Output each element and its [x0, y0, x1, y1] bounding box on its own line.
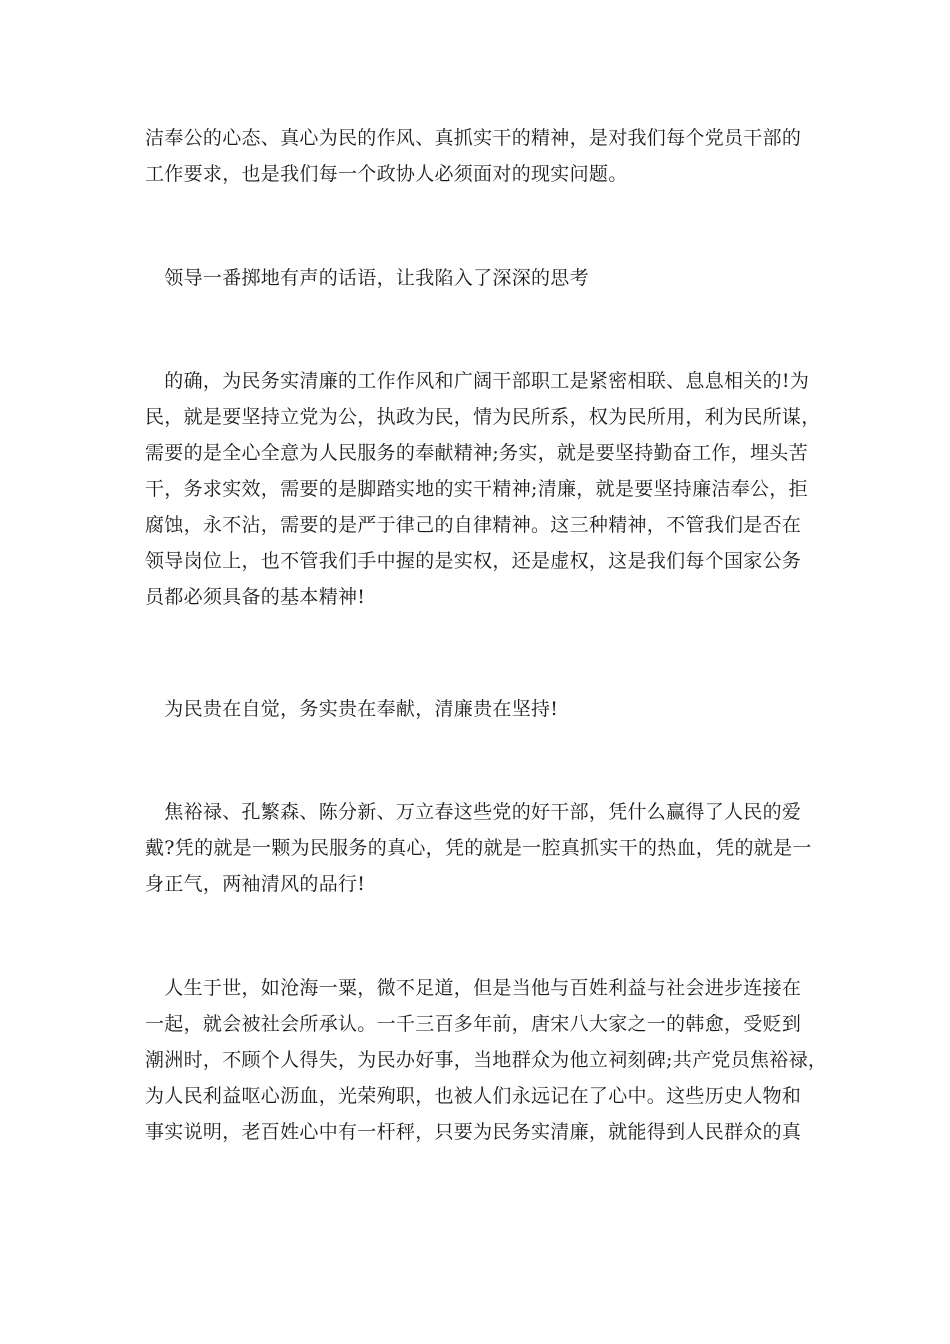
text-line: 事实说明，老百姓心中有一杆秤，只要为民务实清廉，就能得到人民群众的真: [145, 1121, 802, 1143]
text-line: 为人民利益呕心沥血，光荣殉职，也被人们永远记在了心中。这些历史人物和: [145, 1085, 802, 1107]
text-line: 领导一番掷地有声的话语，让我陷入了深深的思考: [145, 267, 589, 289]
text-line: 为民贵在自觉，务实贵在奉献，清廉贵在坚持!: [145, 698, 559, 720]
text-line: 需要的是全心全意为人民服务的奉献精神;务实，就是要坚持勤奋工作，埋头苦: [145, 442, 808, 464]
text-line: 民，就是要坚持立党为公，执政为民，情为民所系，权为民所用，利为民所谋，: [145, 406, 821, 428]
text-line: 的确，为民务实清廉的工作作风和广阔干部职工是紧密相联、息息相关的!为: [145, 370, 810, 392]
paragraph-1: [145, 120, 805, 192]
paragraph-3: [145, 363, 821, 615]
paragraph-2: [145, 260, 805, 296]
text-line: 工作要求，也是我们每一个政协人必须面对的现实问题。: [145, 163, 628, 185]
text-line: 腐蚀，永不沾，需要的是严于律己的自律精神。这三种精神，不管我们是否在: [145, 514, 802, 536]
text-line: 洁奉公的心态、真心为民的作风、真抓实干的精神，是对我们每个党员干部的: [145, 127, 802, 149]
text-line: 潮洲时，不顾个人得失，为民办好事，当地群众为他立祠刻碑;共产党员焦裕禄，: [145, 1049, 828, 1071]
paragraph-4: [145, 691, 805, 727]
text-line: 员都必须具备的基本精神!: [145, 586, 366, 608]
text-line: 领导岗位上，也不管我们手中握的是实权，还是虚权，这是我们每个国家公务: [145, 550, 802, 572]
text-line: 干，务求实效，需要的是脚踏实地的实干精神;清廉，就是要坚持廉洁奉公，拒: [145, 478, 808, 500]
text-line: 一起，就会被社会所承认。一千三百多年前，唐宋八大家之一的韩愈，受贬到: [145, 1013, 802, 1035]
paragraph-6: [145, 970, 828, 1150]
text-line: 戴?凭的就是一颗为民服务的真心，凭的就是一腔真抓实干的热血，凭的就是一: [145, 837, 812, 859]
text-line: 焦裕禄、孔繁森、陈分新、万立春这些党的好干部，凭什么赢得了人民的爱: [145, 801, 802, 823]
text-line: 身正气，两袖清风的品行!: [145, 873, 366, 895]
paragraph-5: [145, 794, 812, 902]
text-line: 人生于世，如沧海一粟，微不足道，但是当他与百姓利益与社会进步连接在: [145, 977, 802, 999]
